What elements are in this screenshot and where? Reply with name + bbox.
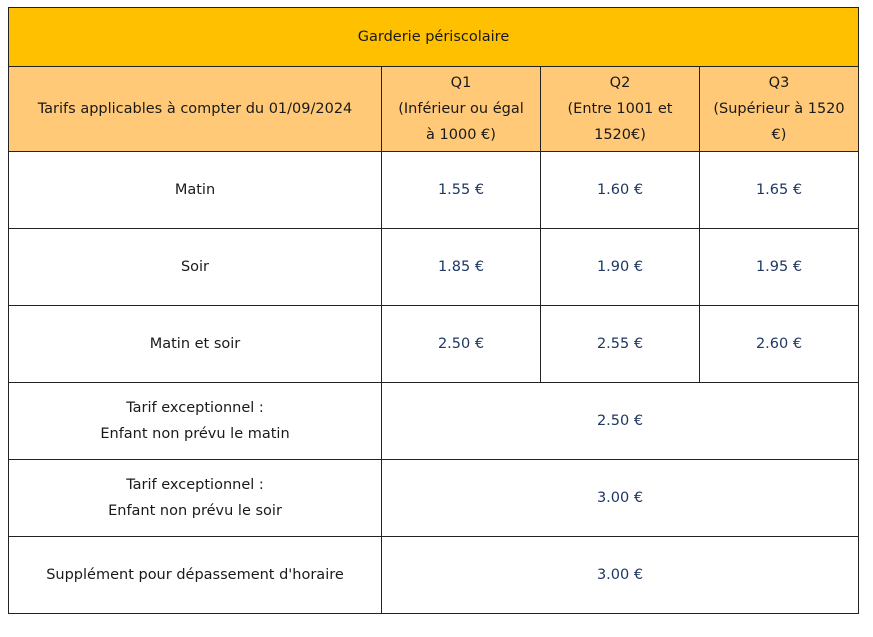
price-cell: 2.55 € xyxy=(541,306,700,383)
table-title: Garderie périscolaire xyxy=(9,8,859,67)
table-row xyxy=(9,460,859,537)
price-cell: 3.00 € xyxy=(382,460,859,537)
price-cell: 2.60 € xyxy=(700,306,859,383)
column-header-q3 xyxy=(700,67,859,152)
price-cell: 1.90 € xyxy=(541,229,700,306)
column-name: Q3 xyxy=(768,75,790,91)
row-label: Matin et soir xyxy=(9,306,382,383)
price-cell: 1.55 € xyxy=(382,152,541,229)
price-cell: 1.85 € xyxy=(382,229,541,306)
row-label: Supplément pour dépassement d'horaire xyxy=(9,537,382,614)
table-row xyxy=(9,306,859,383)
column-header-q2 xyxy=(541,67,700,152)
table-row xyxy=(9,229,859,306)
row-label xyxy=(9,383,382,460)
row-label-line1: Tarif exceptionnel : xyxy=(126,477,264,493)
row-label-line2: Enfant non prévu le soir xyxy=(108,503,282,519)
rate-label: Tarifs applicables à compter du 01/09/2024 xyxy=(9,67,382,152)
table-row xyxy=(9,537,859,614)
column-desc-line1: (Inférieur ou égal xyxy=(398,101,524,117)
price-cell: 2.50 € xyxy=(382,383,859,460)
column-desc-line2: 1520€) xyxy=(594,127,646,143)
price-cell: 1.65 € xyxy=(700,152,859,229)
tarif-table xyxy=(8,7,859,614)
price-cell: 3.00 € xyxy=(382,537,859,614)
column-name: Q2 xyxy=(609,75,631,91)
column-desc-line1: (Entre 1001 et xyxy=(567,101,673,117)
table-row xyxy=(9,383,859,460)
row-label-line1: Tarif exceptionnel : xyxy=(126,400,264,416)
price-cell: 1.60 € xyxy=(541,152,700,229)
column-desc-line2: €) xyxy=(771,127,787,143)
row-label: Matin xyxy=(9,152,382,229)
table-row xyxy=(9,152,859,229)
row-label-line2: Enfant non prévu le matin xyxy=(100,426,290,442)
price-cell: 2.50 € xyxy=(382,306,541,383)
column-header-q1 xyxy=(382,67,541,152)
price-cell: 1.95 € xyxy=(700,229,859,306)
column-desc-line1: (Supérieur à 1520 xyxy=(713,101,845,117)
row-label: Soir xyxy=(9,229,382,306)
column-name: Q1 xyxy=(450,75,472,91)
row-label xyxy=(9,460,382,537)
column-desc-line2: à 1000 €) xyxy=(426,127,496,143)
